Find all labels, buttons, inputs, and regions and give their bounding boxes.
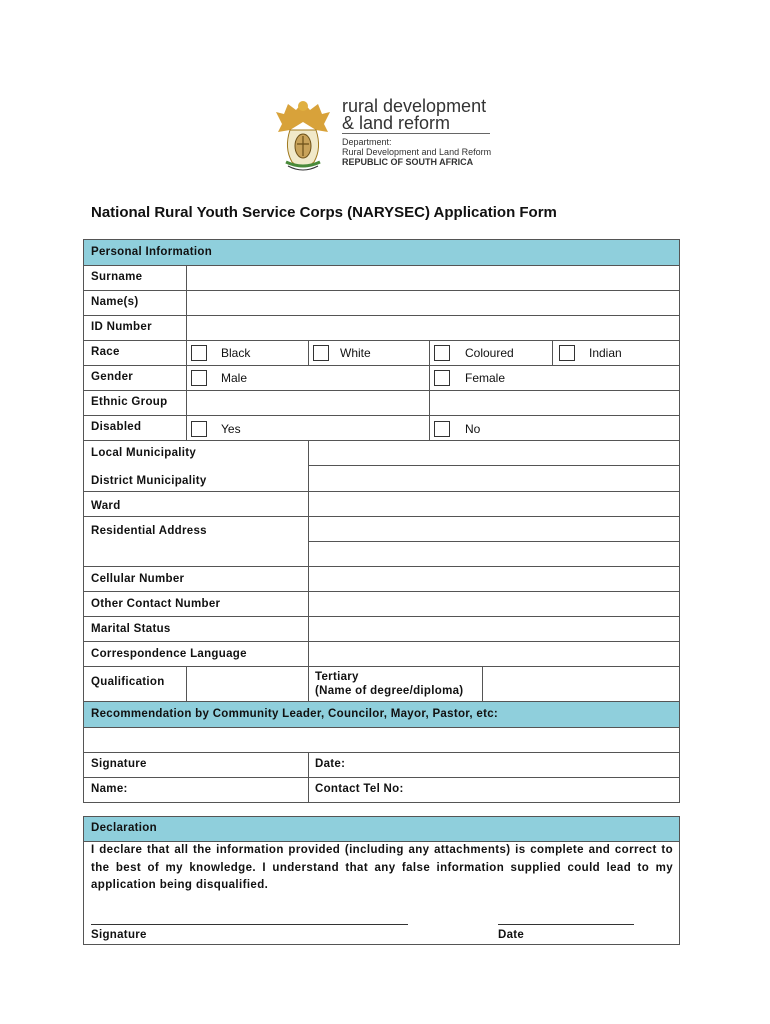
logo-department-name: Rural Development and Land Reform bbox=[342, 147, 492, 157]
other-contact-label: Other Contact Number bbox=[91, 598, 221, 610]
race-black-label: Black bbox=[221, 346, 251, 360]
gender-male-label: Male bbox=[221, 371, 248, 385]
race-coloured-checkbox[interactable] bbox=[434, 345, 450, 361]
district-municipality-field[interactable] bbox=[310, 466, 678, 490]
gender-female-checkbox[interactable] bbox=[434, 370, 450, 386]
id-number-label: ID Number bbox=[91, 321, 152, 333]
other-contact-field[interactable] bbox=[310, 592, 678, 615]
disabled-no-checkbox[interactable] bbox=[434, 421, 450, 437]
race-white-checkbox[interactable] bbox=[313, 345, 329, 361]
form-title: National Rural Youth Service Corps (NARYSEC) Application Form bbox=[91, 204, 557, 221]
department-logo bbox=[274, 96, 504, 176]
cellular-number-field[interactable] bbox=[310, 567, 678, 590]
cellular-number-label: Cellular Number bbox=[91, 573, 185, 585]
race-indian-label: Indian bbox=[589, 346, 622, 360]
recommendation-heading: Recommendation by Community Leader, Councilor, Mayor, Pastor, etc: bbox=[91, 708, 499, 720]
marital-status-label: Marital Status bbox=[91, 623, 171, 635]
correspondence-language-field[interactable] bbox=[310, 642, 678, 665]
logo-divider bbox=[342, 133, 490, 134]
declaration-heading: Declaration bbox=[91, 822, 157, 834]
recommender-contact-label: Contact Tel No: bbox=[315, 783, 404, 795]
logo-title-line1: rural development bbox=[342, 96, 487, 116]
disabled-yes-checkbox[interactable] bbox=[191, 421, 207, 437]
declaration-date-label: Date bbox=[498, 929, 525, 941]
surname-field[interactable] bbox=[188, 266, 678, 289]
residential-address-label: Residential Address bbox=[91, 525, 207, 537]
declaration-date-line[interactable] bbox=[498, 924, 634, 925]
ethnic-group-field[interactable] bbox=[188, 391, 678, 414]
disabled-no-label: No bbox=[465, 422, 481, 436]
race-white-label: White bbox=[340, 346, 371, 360]
marital-status-field[interactable] bbox=[310, 617, 678, 640]
gender-female-label: Female bbox=[465, 371, 506, 385]
race-coloured-label: Coloured bbox=[465, 346, 514, 360]
residential-address-field-2[interactable] bbox=[310, 542, 678, 565]
race-black-checkbox[interactable] bbox=[191, 345, 207, 361]
local-municipality-field[interactable] bbox=[310, 441, 678, 464]
names-label: Name(s) bbox=[91, 296, 139, 308]
tertiary-field[interactable] bbox=[484, 667, 678, 700]
recommender-date-label: Date: bbox=[315, 758, 346, 770]
coat-of-arms-icon bbox=[274, 96, 332, 174]
local-municipality-label: Local Municipality bbox=[91, 447, 197, 459]
race-label: Race bbox=[91, 346, 120, 358]
ward-field[interactable] bbox=[310, 492, 678, 515]
disabled-yes-label: Yes bbox=[221, 422, 241, 436]
recommendation-field[interactable] bbox=[86, 729, 678, 751]
qualification-field[interactable] bbox=[188, 667, 307, 700]
logo-republic: REPUBLIC OF SOUTH AFRICA bbox=[342, 157, 474, 167]
residential-address-field-1[interactable] bbox=[310, 517, 678, 540]
recommender-name-label: Name: bbox=[91, 783, 128, 795]
id-number-field[interactable] bbox=[188, 316, 678, 339]
tertiary-label-line2: (Name of degree/diploma) bbox=[315, 685, 464, 697]
gender-label: Gender bbox=[91, 371, 134, 383]
ward-label: Ward bbox=[91, 500, 121, 512]
ethnic-group-label: Ethnic Group bbox=[91, 396, 168, 408]
qualification-label: Qualification bbox=[91, 676, 165, 688]
logo-department-label: Department: bbox=[342, 137, 392, 147]
race-indian-checkbox[interactable] bbox=[559, 345, 575, 361]
district-municipality-label: District Municipality bbox=[91, 475, 207, 487]
declaration-header bbox=[84, 817, 679, 842]
names-field[interactable] bbox=[188, 291, 678, 314]
correspondence-language-label: Correspondence Language bbox=[91, 648, 247, 660]
declaration-signature-line[interactable] bbox=[91, 924, 408, 925]
gender-male-checkbox[interactable] bbox=[191, 370, 207, 386]
declaration-signature-label: Signature bbox=[91, 929, 147, 941]
logo-title-line2: & land reform bbox=[342, 113, 451, 133]
declaration-text: I declare that all the information provided (including any attachments) is complete and correct to the best of my knowledge. I understand that any false information supplied could lead to my application being disqualified. bbox=[91, 844, 673, 891]
recommender-signature-label: Signature bbox=[91, 758, 147, 770]
surname-label: Surname bbox=[91, 271, 143, 283]
personal-info-heading: Personal Information bbox=[91, 246, 213, 258]
disabled-label: Disabled bbox=[91, 421, 142, 433]
tertiary-label-line1: Tertiary bbox=[315, 671, 359, 683]
